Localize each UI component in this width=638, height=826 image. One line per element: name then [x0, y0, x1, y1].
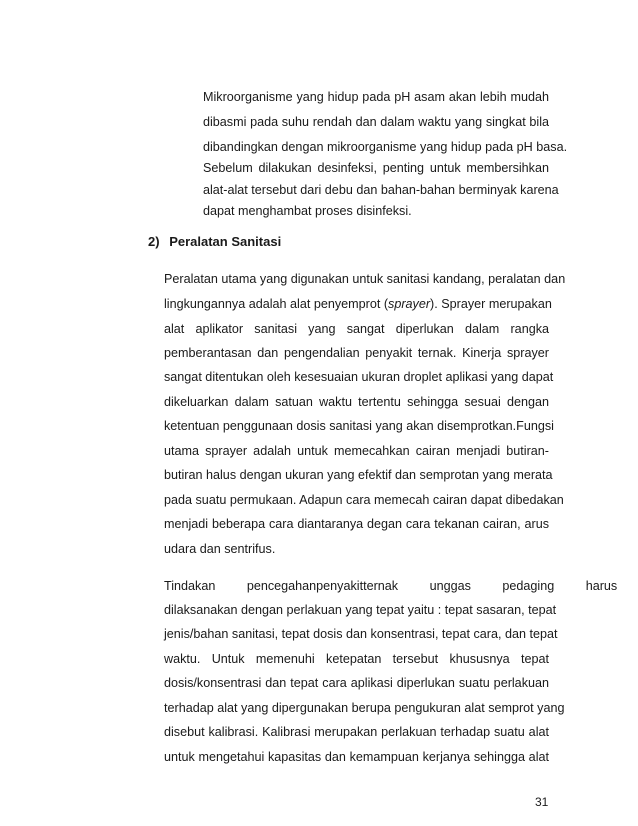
- p3-line-2: dilaksanakan dengan perlakuan yang tepat yaitu : tepat sasaran, tepat: [164, 603, 557, 617]
- p1-line-5: alat-alat tersebut dari debu dan bahan-bahan berminyak karena: [203, 183, 559, 197]
- p2-line-7: ketentuan penggunaan dosis sanitasi yang akan disemprotkan.Fungsi: [164, 419, 554, 433]
- p2-line-5: sangat ditentukan oleh kesesuaian ukuran droplet aplikasi yang dapat: [164, 370, 554, 384]
- section-heading: [148, 234, 281, 249]
- p3-line-6: terhadap alat yang dipergunakan berupa pengukuran alat semprot yang: [164, 701, 565, 715]
- p3-line-8: untuk mengetahui kapasitas dan kemampuan kerjanya sehingga alat: [164, 750, 549, 764]
- p2-line-1: Peralatan utama yang digunakan untuk sanitasi kandang, peralatan dan: [164, 272, 566, 286]
- p2-line-11: menjadi beberapa cara diantaranya degan cara tekanan cairan, arus: [164, 517, 549, 531]
- p2-line-4: pemberantasan dan pengendalian penyakit ternak. Kinerja sprayer: [164, 346, 549, 360]
- p3-line-7: disebut kalibrasi. Kalibrasi merupakan perlakuan terhadap suatu alat: [164, 725, 549, 739]
- p2-line-2-after: ). Sprayer merupakan: [430, 297, 552, 311]
- p1-line-1: [203, 89, 549, 105]
- p1-line-2: dibasmi pada suhu rendah dan dalam waktu yang singkat bila: [203, 115, 549, 129]
- p3-line-1: Tindakan pencegahanpenyakitternak unggas pedaging harus: [164, 579, 618, 593]
- p2-line-2: [164, 296, 552, 312]
- p2-line-12: udara dan sentrifus.: [164, 542, 276, 556]
- section-title: Peralatan Sanitasi: [169, 234, 282, 249]
- p2-line-8: utama sprayer adalah untuk memecahkan cairan menjadi butiran-: [164, 444, 549, 458]
- p1-line-4: Sebelum dilakukan desinfeksi, penting untuk membersihkan: [203, 161, 549, 175]
- p2-line-10: pada suatu permukaan. Adapun cara memecah cairan dapat dibedakan: [164, 493, 564, 507]
- page-number: 31: [535, 795, 549, 809]
- p3-line-4: waktu. Untuk memenuhi ketepatan tersebut khususnya tepat: [164, 652, 549, 666]
- section-number: 2): [148, 234, 160, 249]
- p1-line-1-text: Mikroorganisme yang hidup pada pH asam akan lebih mudah: [203, 90, 549, 104]
- p3-line-3: jenis/bahan sanitasi, tepat dosis dan konsentrasi, tepat cara, dan tepat: [164, 627, 558, 641]
- p1-line-3: dibandingkan dengan mikroorganisme yang hidup pada pH basa.: [203, 140, 568, 154]
- p2-line-3: alat aplikator sanitasi yang sangat diperlukan dalam rangka: [164, 322, 549, 336]
- p2-line-2-italic: sprayer: [388, 297, 431, 311]
- p1-line-6: dapat menghambat proses disinfeksi.: [203, 204, 412, 218]
- p3-line-5: dosis/konsentrasi dan tepat cara aplikasi diperlukan suatu perlakuan: [164, 676, 549, 690]
- p2-line-2-before: lingkungannya adalah alat penyemprot (: [164, 297, 389, 311]
- p2-line-9: butiran halus dengan ukuran yang efektif dan semprotan yang merata: [164, 468, 553, 482]
- p2-line-6: dikeluarkan dalam satuan waktu tertentu sehingga sesuai dengan: [164, 395, 549, 409]
